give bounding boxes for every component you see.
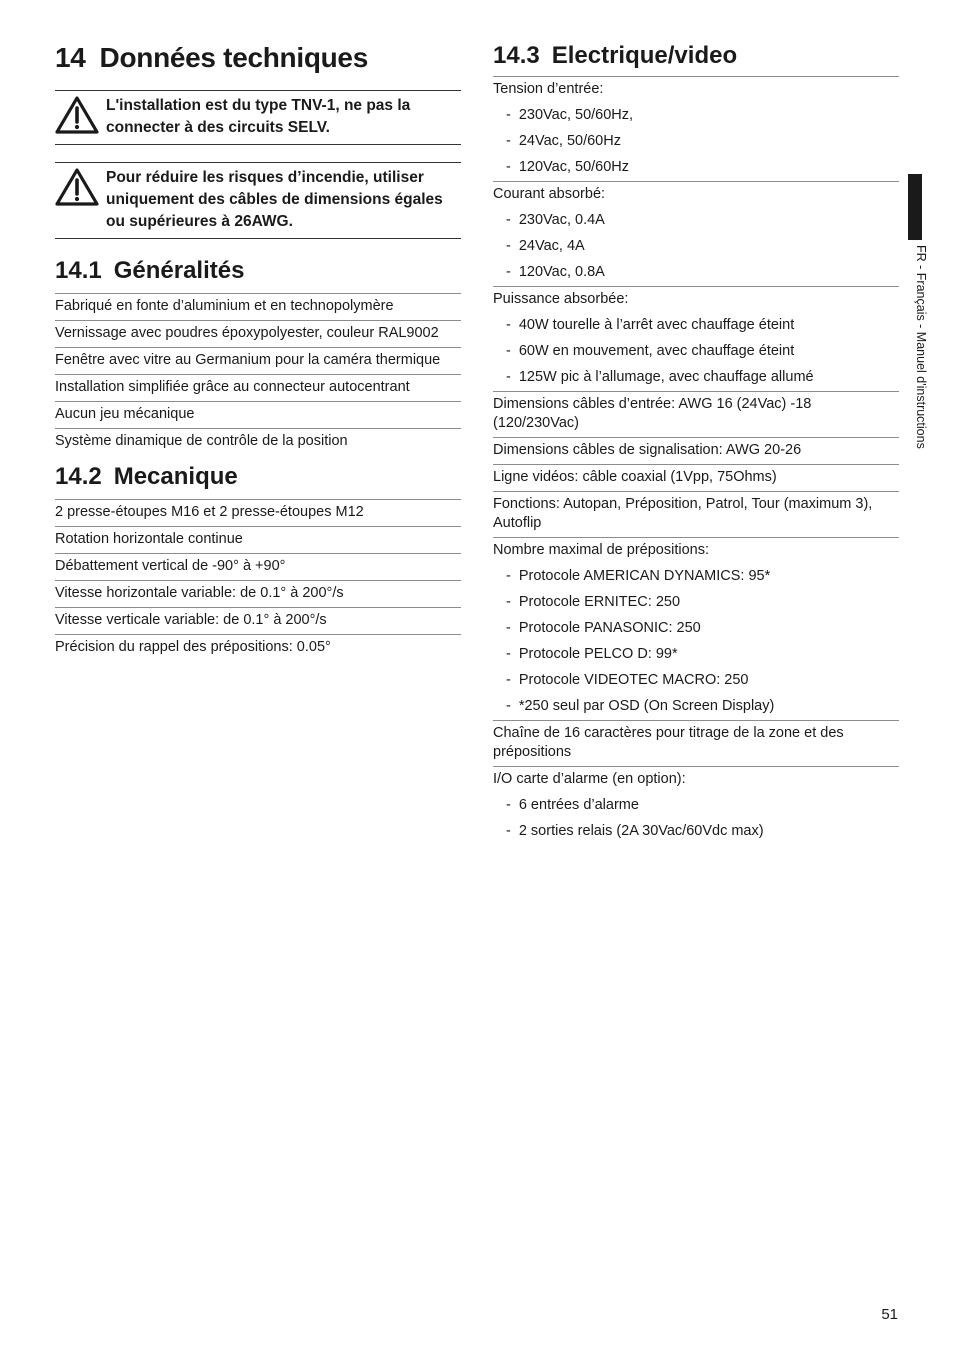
warning-text: L'installation est du type TNV-1, ne pas la connecter à des circuits SELV. xyxy=(106,97,411,136)
sub-item: - 120Vac, 50/60Hz xyxy=(506,159,630,175)
prepositions-label: Nombre maximal de prépositions: xyxy=(493,537,899,564)
sub-item: - *250 seul par OSD (On Screen Display) xyxy=(506,698,775,714)
sub-item: - 24Vac, 4A xyxy=(506,238,585,254)
list-item: Vernissage avec poudres époxypolyester, couleur RAL9002 xyxy=(55,320,461,347)
section-title-electrique xyxy=(493,38,899,76)
list-item: Ligne vidéos: câble coaxial (1Vpp, 75Ohms) xyxy=(493,464,899,491)
mecanique-list xyxy=(55,499,461,661)
section-title-text: Mecanique xyxy=(113,463,238,490)
list-item: Rotation horizontale continue xyxy=(55,526,461,553)
sub-item: - 40W tourelle à l’arrêt avec chauffage éteint xyxy=(506,317,795,333)
section-title-text: Electrique/video xyxy=(551,42,738,69)
list-item: Précision du rappel des prépositions: 0.05° xyxy=(55,634,461,661)
list-item: Dimensions câbles d’entrée: AWG 16 (24Vac) -18 (120/230Vac) xyxy=(493,391,899,437)
list-item: Vitesse verticale variable: de 0.1° à 200°/s xyxy=(55,607,461,634)
sub-item: - 125W pic à l’allumage, avec chauffage allumé xyxy=(506,369,814,385)
section-title-mecanique xyxy=(55,461,461,493)
section-number: 14.3 xyxy=(493,42,540,69)
list-item: Système dinamique de contrôle de la position xyxy=(55,428,461,455)
list-item: 2 presse-étoupes M16 et 2 presse-étoupes M12 xyxy=(55,499,461,526)
chapter-title-text: Données techniques xyxy=(99,42,368,73)
courant-label: Courant absorbé: xyxy=(493,181,899,208)
list-item: Débattement vertical de -90° à +90° xyxy=(55,553,461,580)
page-number: 51 xyxy=(881,1306,898,1323)
sub-item: - Protocole ERNITEC: 250 xyxy=(506,594,681,610)
generalites-list xyxy=(55,293,461,455)
list-item: Fabriqué en fonte d’aluminium et en technopolymère xyxy=(55,293,461,320)
alarme-label: I/O carte d’alarme (en option): xyxy=(493,766,899,793)
side-language-label: FR - Français - Manuel d'instructions xyxy=(914,245,928,449)
right-column xyxy=(493,38,899,845)
sub-item: - Protocole VIDEOTEC MACRO: 250 xyxy=(506,672,749,688)
warning-box-tnv xyxy=(55,90,461,145)
sub-item: - 230Vac, 50/60Hz, xyxy=(506,107,634,123)
sub-item: - Protocole AMERICAN DYNAMICS: 95* xyxy=(506,568,771,584)
section-title-text: Généralités xyxy=(113,257,245,284)
sub-item: - Protocole PELCO D: 99* xyxy=(506,646,678,662)
tension-label: Tension d’entrée: xyxy=(493,76,899,103)
section-number: 14.2 xyxy=(55,463,102,490)
list-item: Chaîne de 16 caractères pour titrage de la zone et des prépositions xyxy=(493,720,899,766)
sub-item: - Protocole PANASONIC: 250 xyxy=(506,620,701,636)
list-item: Fonctions: Autopan, Préposition, Patrol, Tour (maximum 3), Autoflip xyxy=(493,491,899,537)
sub-item: - 2 sorties relais (2A 30Vac/60Vdc max) xyxy=(506,823,764,839)
chapter-title xyxy=(55,38,461,78)
list-item: Installation simplifiée grâce au connecteur autocentrant xyxy=(55,374,461,401)
section-number: 14.1 xyxy=(55,257,102,284)
warning-text: Pour réduire les risques d’incendie, utiliser uniquement des câbles de dimensions égales ou supérieures à 26AWG. xyxy=(106,169,443,230)
list-item: Vitesse horizontale variable: de 0.1° à 200°/s xyxy=(55,580,461,607)
section-title-generalites xyxy=(55,255,461,287)
list-item: Aucun jeu mécanique xyxy=(55,401,461,428)
warning-box-fire xyxy=(55,162,461,239)
sub-item: - 230Vac, 0.4A xyxy=(506,212,605,228)
side-tab-marker xyxy=(908,174,922,240)
puissance-label: Puissance absorbée: xyxy=(493,286,899,313)
warning-triangle-icon xyxy=(55,167,99,207)
left-column xyxy=(55,38,461,661)
list-item: Dimensions câbles de signalisation: AWG 20-26 xyxy=(493,437,899,464)
sub-item: - 60W en mouvement, avec chauffage éteint xyxy=(506,343,795,359)
sub-item: - 24Vac, 50/60Hz xyxy=(506,133,621,149)
sub-item: - 120Vac, 0.8A xyxy=(506,264,605,280)
list-item: Fenêtre avec vitre au Germanium pour la caméra thermique xyxy=(55,347,461,374)
chapter-number: 14 xyxy=(55,42,86,73)
warning-triangle-icon xyxy=(55,95,99,135)
sub-item: - 6 entrées d’alarme xyxy=(506,797,639,813)
